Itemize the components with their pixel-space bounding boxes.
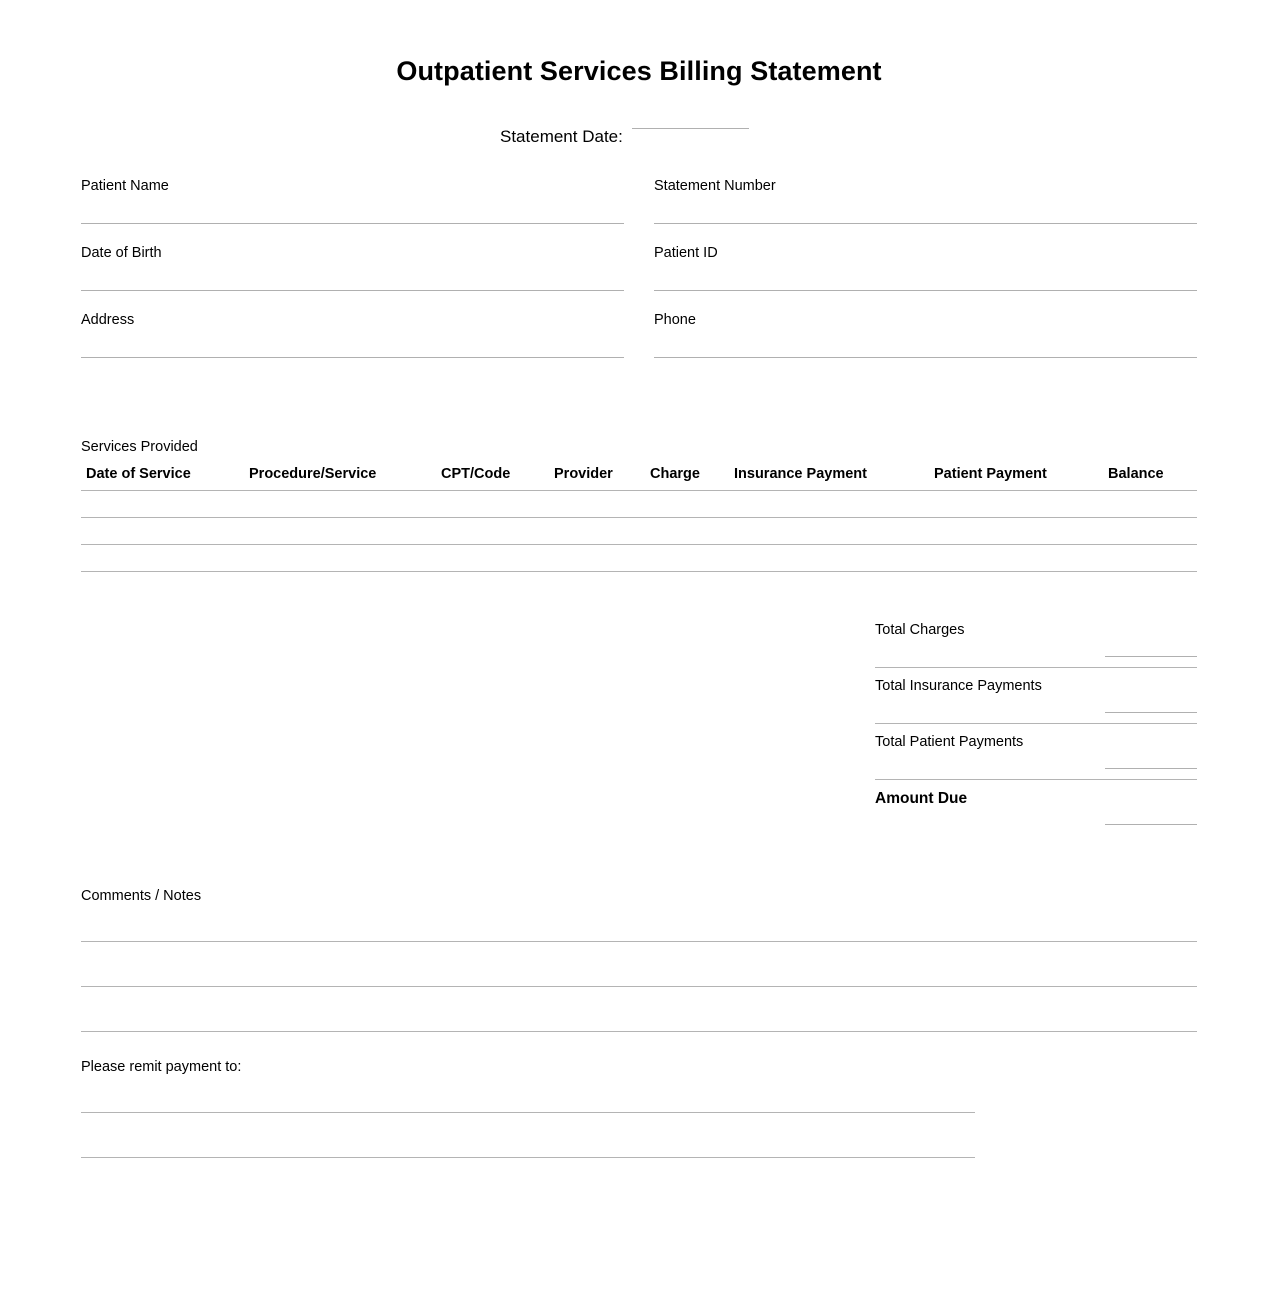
total-patient-payments-input[interactable] [1105, 768, 1197, 769]
field-row [81, 245, 1197, 291]
patient-id-label: Patient ID [654, 245, 718, 261]
table-row[interactable] [81, 518, 1197, 544]
column-header-balance: Balance [1108, 466, 1164, 482]
column-header-provider: Provider [554, 466, 613, 482]
total-patient-payments-row [875, 723, 1197, 779]
column-header-cpt-code: CPT/Code [441, 466, 511, 482]
comment-write-area[interactable] [81, 987, 1197, 1031]
phone-field [654, 312, 1197, 358]
remit-write-area[interactable] [81, 1076, 975, 1112]
totals-section [875, 612, 1197, 835]
column-header-charge: Charge [650, 466, 700, 482]
comment-line[interactable] [81, 1031, 1197, 1032]
patient-id-input[interactable] [654, 290, 1197, 291]
date-of-birth-field [81, 245, 624, 291]
statement-number-field [654, 178, 1197, 224]
comment-write-area[interactable] [81, 905, 1197, 941]
statement-date-input[interactable] [632, 128, 749, 147]
field-row [81, 178, 1197, 224]
table-row[interactable] [81, 545, 1197, 571]
remit-line[interactable] [81, 1157, 975, 1158]
phone-label: Phone [654, 312, 696, 328]
total-patient-payments-label: Total Patient Payments [875, 734, 1024, 750]
phone-input[interactable] [654, 357, 1197, 358]
amount-due-label: Amount Due [875, 790, 968, 807]
remit-payment-section [81, 1059, 975, 1158]
total-insurance-payments-label: Total Insurance Payments [875, 678, 1042, 694]
date-of-birth-label: Date of Birth [81, 245, 162, 261]
total-insurance-payments-row [875, 667, 1197, 723]
remit-write-area[interactable] [81, 1113, 975, 1157]
statement-number-input[interactable] [654, 223, 1197, 224]
comment-write-area[interactable] [81, 942, 1197, 986]
total-insurance-payments-input[interactable] [1105, 712, 1197, 713]
field-row [81, 312, 1197, 358]
page-title: Outpatient Services Billing Statement [396, 56, 882, 86]
column-header-patient-payment: Patient Payment [934, 466, 1047, 482]
amount-due-row [875, 779, 1197, 835]
total-charges-label: Total Charges [875, 622, 965, 638]
address-field [81, 312, 624, 358]
statement-date-label: Statement Date: [500, 127, 623, 146]
comments-section [81, 888, 1197, 1032]
table-row[interactable] [81, 491, 1197, 517]
comments-label: Comments / Notes [81, 888, 202, 904]
patient-id-field [654, 245, 1197, 291]
patient-name-input[interactable] [81, 223, 624, 224]
total-charges-row [875, 612, 1197, 667]
remit-payment-label: Please remit payment to: [81, 1059, 242, 1075]
column-header-date-of-service: Date of Service [86, 466, 191, 482]
services-table-header-row [81, 466, 1197, 490]
table-row-divider [81, 571, 1197, 572]
column-header-procedure-service: Procedure/Service [249, 466, 377, 482]
column-header-insurance-payment: Insurance Payment [734, 466, 867, 482]
services-provided-label: Services Provided [81, 439, 198, 455]
address-label: Address [81, 312, 135, 328]
patient-information-section [81, 178, 1197, 379]
amount-due-input[interactable] [1105, 824, 1197, 825]
patient-name-field [81, 178, 624, 224]
patient-name-label: Patient Name [81, 178, 169, 194]
date-of-birth-input[interactable] [81, 290, 624, 291]
statement-number-label: Statement Number [654, 178, 776, 194]
statement-date-field [500, 127, 749, 147]
address-input[interactable] [81, 357, 624, 358]
services-table [81, 466, 1197, 572]
total-charges-input[interactable] [1105, 656, 1197, 657]
